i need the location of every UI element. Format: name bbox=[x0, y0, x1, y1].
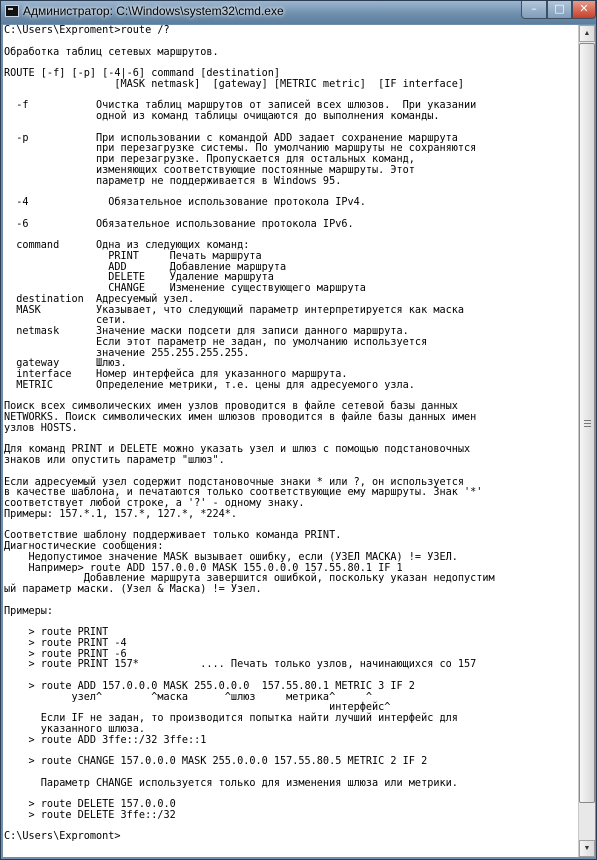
console-text: C:\Users\Exproment>route /? Обработка таблиц сетевых маршрутов. ROUTE [-f] [-p] [-4|-6] command [destination] [MASK netmask] [gateway] [METRIC metric] [IF interface] -f Очистка таблиц маршрутов от записей всех шлюзов. При указании одной из команд таблицы очищаются до выполнения команды. -p При использовании с командой ADD задает сохранение маршрута при перезагрузке системы. По умолчанию маршруты не сохраняются при перезагрузке. Пропускается для остальных команд, изменяющих соответствующие постоянные маршруты. Этот параметр не поддерживается в Windows 95. -4 Обязательное использование протокола IPv4. -6 Обязательное использование протокола IPv6. command Одна из следующих команд: PRINT Печать маршрута ADD Добавление маршрута DELETE Удаление маршрута CHANGE Изменение существующего маршрута destination Адресуемый узел. MASK Указывает, что следующий параметр интерпретируется как маска сети. netmask Значение маски подсети для записи данного маршрута. Если этот параметр не задан, по умолчанию используется значение 255.255.255.255. gateway Шлюз. interface Номер интерфейса для указанного маршрута. METRIC Определение метрики, т.е. цены для адресуемого узла. Поиск всех символических имен узлов проводится в файле сетевой базы данных NETWORKS. Поиск символических имен шлюзов проводится в файле базы данных имен узлов HOSTS. Для команд PRINT и DELETE можно указать узел и шлюз с помощью подстановочных знаков или опустить параметр "шлюз". Если адресуемый узел содержит подстановочные знаки * или ?, он используется в качестве шаблона, и печатаются только соответствующие ему маршруты. Знак '*' соответствует любой строке, а '?' - одному знаку. Примеры: 157.*.1, 157.*, 127.*, *224*. Соответствие шаблону поддерживает только команда PRINT. Диагностические сообщения: Недопустимое значение MASK вызывает ошибку, если (УЗЕЛ МАСКА) != УЗЕЛ. Например> route ADD 157.0.0.0 MASK 155.0.0.0 157.55.80.1 IF 1 Добавление маршрута завершится ошибкой, поскольку указан недопустим ый параметр маски. (Узел & Маска) != Узел. Примеры: > route PRINT > route PRINT -4 > route PRINT -6 > route PRINT 157* .... Печать только узлов, начинающихся со 157 > route ADD 157.0.0.0 MASK 255.0.0.0 157.55.80.1 METRIC 3 IF 2 узел^ ^маска ^шлюз метрика^ ^ интерфейс^ Если IF не задан, то производится попытка найти лучший интерфейс для указанного шлюза. > route ADD 3ffe::/32 3ffe::1 > route CHANGE 157.0.0.0 MASK 255.0.0.0 157.55.80.5 METRIC 2 IF 2 Параметр CHANGE используется только для изменения шлюза или метрики. > route DELETE 157.0.0.0 > route DELETE 3ffe::/32 C:\Users\Expromont> bbox=[4, 25, 495, 843]
console-output-area[interactable] bbox=[3, 25, 578, 857]
minimize-button[interactable]: – bbox=[521, 1, 547, 19]
scroll-up-button[interactable]: ▲ bbox=[579, 25, 595, 42]
scrollbar-thumb[interactable] bbox=[579, 43, 595, 803]
vertical-scrollbar[interactable] bbox=[578, 25, 595, 857]
close-button[interactable]: ✕ bbox=[572, 1, 596, 19]
window-title: Администратор: C:\Windows\system32\cmd.exe bbox=[23, 4, 284, 18]
scrollbar-grip-icon bbox=[584, 420, 591, 428]
title-bar[interactable] bbox=[1, 1, 596, 24]
console-app-icon[interactable] bbox=[5, 5, 19, 17]
scroll-down-button[interactable]: ▼ bbox=[579, 840, 595, 857]
maximize-button[interactable]: □ bbox=[547, 1, 572, 19]
